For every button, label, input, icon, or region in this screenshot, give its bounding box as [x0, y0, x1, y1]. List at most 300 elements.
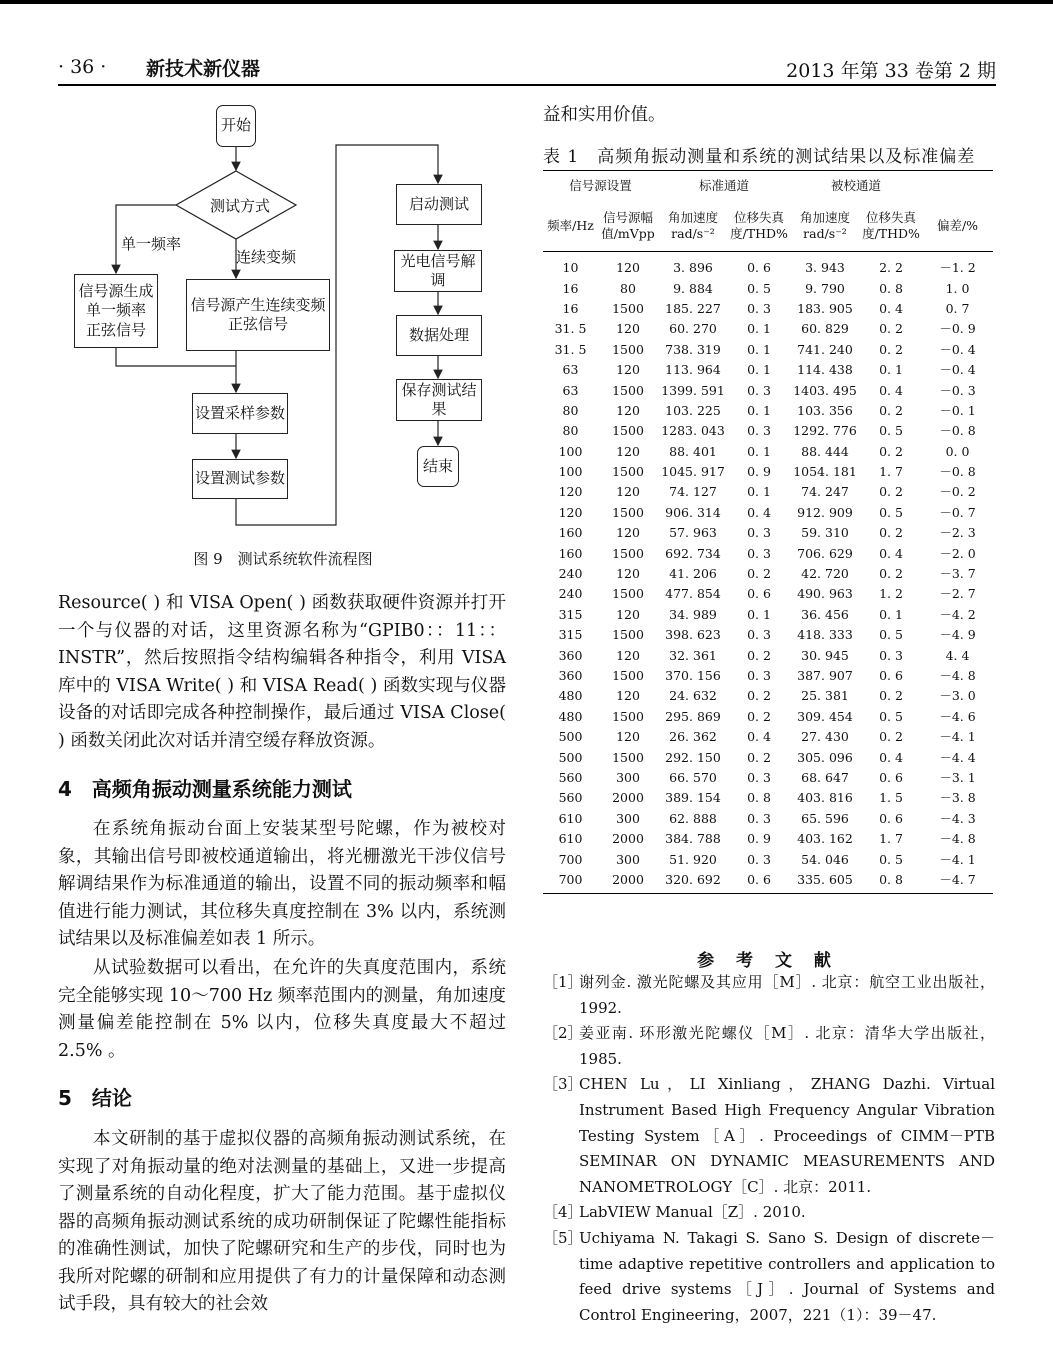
- table-cell: 610: [558, 831, 583, 847]
- table-cell: 63: [562, 382, 579, 398]
- table-cell: 560: [558, 790, 583, 806]
- reference-text: 姜亚南. 环形激光陀螺仪［M］. 北京：清华大学出版社，1985.: [579, 1024, 995, 1068]
- reference-text: LabVIEW Manual［Z］. 2010.: [579, 1203, 806, 1222]
- table-cell: 912. 909: [797, 504, 853, 520]
- table-row: [543, 482, 993, 502]
- table-row: [543, 564, 993, 584]
- table-row: [543, 829, 993, 849]
- table-cell: 185. 227: [665, 300, 721, 316]
- reference-item: [543, 1226, 995, 1328]
- table-cell: 1500: [612, 627, 644, 643]
- table-cell: 100: [558, 464, 583, 480]
- table-row: [543, 870, 993, 894]
- table-cell: 1500: [612, 423, 644, 439]
- reference-number: ［4］: [543, 1203, 583, 1222]
- table-cell: 120: [558, 484, 583, 500]
- table-cell: 0. 4: [747, 729, 771, 745]
- table-cell: 3. 943: [805, 260, 845, 276]
- references-list: [543, 970, 995, 1328]
- table-cell: －2. 3: [939, 525, 976, 541]
- table-cell: 315: [558, 627, 583, 643]
- table-cell: 1500: [612, 341, 644, 357]
- table-row: [543, 809, 993, 829]
- table-cell: 240: [558, 586, 583, 602]
- column-header: 信号源幅值/mVpp: [601, 210, 655, 241]
- table-row: [543, 421, 993, 441]
- table-cell: 113. 964: [665, 362, 721, 378]
- table-cell: －4. 4: [939, 749, 976, 765]
- set-test-params-box: 设置测试参数: [192, 459, 288, 499]
- table-cell: 26. 362: [669, 729, 717, 745]
- header-rule: [58, 84, 996, 86]
- table-cell: 0. 3: [747, 668, 771, 683]
- table-cell: 0. 8: [879, 871, 903, 887]
- table-cell: 88. 444: [801, 443, 849, 459]
- table-cell: 477. 854: [665, 586, 721, 602]
- table-cell: 0. 3: [747, 300, 771, 316]
- table-cell: 360: [558, 668, 583, 683]
- table-cell: －0. 8: [939, 464, 976, 480]
- results-table: [543, 170, 993, 894]
- journal-name: 新技术新仪器: [146, 58, 261, 80]
- table-cell: －4. 9: [939, 627, 976, 643]
- table-cell: 0. 3: [747, 382, 771, 398]
- table-cell: －4. 8: [939, 831, 976, 847]
- table-cell: 120: [616, 525, 640, 541]
- table-cell: 610: [558, 810, 583, 826]
- table-cell: 0. 2: [747, 647, 771, 663]
- table-cell: 1500: [612, 586, 644, 602]
- table-cell: －0. 1: [939, 402, 976, 418]
- table-cell: 0. 5: [879, 504, 903, 520]
- reference-item: [543, 1200, 995, 1226]
- table-cell: 1500: [612, 708, 644, 724]
- table-cell: 183. 905: [797, 300, 853, 316]
- set-sampling-box: 设置采样参数: [192, 393, 288, 434]
- table-cell: 0. 5: [879, 708, 903, 724]
- start-node: 开始: [216, 105, 256, 147]
- table-row: [543, 666, 993, 686]
- table-cell: －4. 7: [939, 871, 976, 887]
- paragraph-conclusion: 本文研制的基于虚拟仪器的高频角振动测试系统，在实现了对角振动量的绝对法测量的基础上，又进一步提高了测量系统的自动化程度，扩大了能力范围。基于虚拟仪器的高频角振动测试系统的成功研制保证了陀螺性能指标的准确性测试，加快了陀螺研究和生产的步伐，同时也为我所对陀螺的研制和应用提供了有力的计量保障和动态测试手段，具有较大的社会效: [58, 1129, 506, 1314]
- table-row: [543, 768, 993, 788]
- table-cell: 0. 8: [747, 790, 771, 806]
- demodulation-box: 光电信号解调: [394, 250, 482, 292]
- table-cell: －4. 6: [939, 708, 976, 724]
- table-cell: 1500: [612, 300, 644, 316]
- table-cell: 2. 2: [879, 260, 903, 276]
- table-cell: 0. 3: [747, 627, 771, 643]
- table-cell: 30. 945: [801, 647, 849, 663]
- table-cell: 0. 3: [747, 769, 771, 785]
- table-cell: 74. 127: [669, 484, 717, 500]
- table-row: [543, 625, 993, 645]
- table-cell: 0. 1: [747, 443, 771, 459]
- table-cell: 25. 381: [801, 688, 849, 704]
- table-cell: －3. 7: [939, 566, 976, 582]
- reference-item: [543, 1021, 995, 1072]
- table-cell: 60. 829: [801, 321, 849, 337]
- table-cell: 692. 734: [665, 545, 721, 561]
- table-cell: －1. 2: [939, 260, 976, 276]
- table-row: [543, 645, 993, 665]
- table-cell: 16: [562, 280, 579, 296]
- table-cell: 0. 2: [747, 566, 771, 582]
- table-cell: 0. 3: [747, 810, 771, 826]
- table-cell: 0. 6: [879, 810, 903, 826]
- table-cell: 398. 623: [665, 627, 721, 643]
- table-cell: 1. 2: [879, 586, 903, 602]
- table-cell: 0. 6: [879, 668, 903, 683]
- table-cell: 0. 2: [879, 402, 903, 418]
- table-cell: 0. 2: [879, 341, 903, 357]
- table-cell: 403. 162: [797, 831, 853, 847]
- table-cell: 1. 0: [945, 280, 970, 296]
- top-border: [0, 0, 1053, 4]
- table-cell: 490. 963: [797, 586, 853, 602]
- reference-number: ［2］: [543, 1024, 583, 1043]
- table-cell: 41. 206: [669, 566, 717, 582]
- table-row: [543, 707, 993, 727]
- table-cell: 0. 1: [747, 321, 771, 337]
- table-cell: 480: [558, 708, 583, 724]
- table-cell: 0. 6: [747, 260, 771, 276]
- table-cell: 320. 692: [665, 871, 721, 887]
- table-cell: 120: [616, 606, 640, 622]
- table-cell: 0. 4: [879, 749, 903, 765]
- table-cell: －3. 8: [939, 790, 976, 806]
- paragraph-analysis: 从试验数据可以看出，在允许的失真度范围内，系统完全能够实现 10～700 Hz 频率范围内的测量，角加速度测量偏差能控制在 5% 以内，位移失真度最大不超过 2.5% 。: [58, 958, 506, 1061]
- table-row: [543, 380, 993, 400]
- table-cell: 1. 5: [879, 790, 903, 806]
- branch-continuous-label: 连续变频: [236, 248, 297, 266]
- table-cell: 0. 1: [879, 606, 903, 622]
- table-row: [543, 278, 993, 298]
- column-header: 位移失真度/THD%: [730, 210, 788, 241]
- table-cell: 389. 154: [665, 790, 721, 806]
- table-cell: 403. 816: [797, 790, 853, 806]
- table-cell: 360: [558, 647, 583, 663]
- table-cell: 0. 1: [747, 341, 771, 357]
- table-cell: －3. 0: [939, 688, 976, 704]
- table-row: [543, 747, 993, 767]
- table-cell: －4. 3: [939, 810, 976, 826]
- reference-number: ［5］: [543, 1228, 583, 1247]
- table-cell: 300: [616, 769, 640, 785]
- table-body: [543, 252, 993, 894]
- table-cell: 1. 7: [879, 831, 903, 847]
- table-cell: 0. 5: [879, 423, 903, 439]
- data-processing-box: 数据处理: [396, 315, 482, 356]
- table-cell: 62. 888: [669, 810, 717, 826]
- table-row: [543, 252, 993, 279]
- table-cell: 42. 720: [801, 566, 849, 582]
- column-header: 偏差/%: [936, 218, 979, 233]
- table-cell: 57. 963: [669, 525, 717, 541]
- table-cell: 0. 6: [879, 769, 903, 785]
- table-cell: 103. 225: [665, 402, 721, 418]
- table-cell: 700: [558, 871, 583, 887]
- table-cell: 160: [558, 545, 583, 561]
- group-header: 标准通道: [698, 178, 749, 193]
- table-row: [543, 788, 993, 808]
- continuous-sweep-box: 信号源产生连续变频 正弦信号: [186, 279, 330, 351]
- table-cell: 0. 3: [879, 647, 903, 663]
- table-cell: 31. 5: [554, 341, 587, 357]
- table-cell: 80: [620, 280, 636, 296]
- table-cell: 370. 156: [665, 668, 721, 683]
- table-cell: 0. 5: [879, 851, 903, 867]
- table-cell: 300: [616, 810, 640, 826]
- table-cell: 0. 1: [747, 402, 771, 418]
- table-cell: 738. 319: [665, 341, 721, 357]
- table-row: [543, 442, 993, 462]
- table-cell: 88. 401: [669, 443, 717, 459]
- table-cell: 0. 2: [879, 566, 903, 582]
- reference-text: 谢列金. 激光陀螺及其应用［M］. 北京：航空工业出版社，1992.: [579, 973, 995, 1017]
- paragraph-visa: Resource( ) 和 VISA Open( ) 函数获取硬件资源并打开一个与仪器的对话，这里资源名称为“GPIB0：：11：：INSTR”，然后按照指令结构编辑各种指令，利用 VISA 库中的 VISA Write( ) 和 VISA Read( ) 函数实现与仪器设备的对话即完成各种控制操作，最后通过 VISA Close( ) 函数关闭此次对话并清空缓存释放资源。: [58, 593, 506, 751]
- table-cell: 0. 4: [879, 545, 903, 561]
- table-cell: 335. 605: [797, 871, 853, 887]
- table-row: [543, 584, 993, 604]
- table-cell: －2. 7: [939, 586, 976, 602]
- table-cell: 103. 356: [797, 402, 853, 418]
- issue-info: 2013 年第 33 卷第 2 期: [786, 60, 996, 82]
- table-cell: 1500: [612, 464, 644, 480]
- table-cell: 1500: [612, 668, 644, 683]
- table-cell: 0. 5: [747, 280, 771, 296]
- table-cell: －0. 9: [939, 321, 976, 337]
- table-cell: 500: [558, 749, 583, 765]
- table-cell: 1. 7: [879, 464, 903, 480]
- table-cell: －4. 8: [939, 668, 976, 683]
- table-cell: 0. 2: [879, 321, 903, 337]
- table-cell: 36. 456: [801, 606, 849, 622]
- table-cell: 59. 310: [801, 525, 849, 541]
- table-cell: －0. 4: [939, 362, 976, 378]
- decision-test-mode: 测试方式: [210, 197, 271, 215]
- reference-text: Uchiyama N. Takagi S. Sano S. Design of discrete－time adaptive repetitive controllers and application to feed drive systems［J］. Journal of Systems and Control Engineering，2007，221（1）：39－47.: [579, 1228, 995, 1324]
- table-cell: －0. 2: [939, 484, 976, 500]
- running-header: [58, 54, 996, 84]
- table-cell: 0. 2: [879, 729, 903, 745]
- table-cell: 160: [558, 525, 583, 541]
- table-cell: 0. 2: [879, 525, 903, 541]
- reference-text: CHEN Lu，LI Xinliang，ZHANG Dazhi. Virtual Instrument Based High Frequency Angular Vibration Testing System［A］. Proceedings of CIMM－PTB SEMINAR ON DYNAMIC MEASUREMENTS AND NANOMETROLOGY［C］. 北京：2011.: [579, 1075, 995, 1196]
- table-cell: 100: [558, 443, 583, 459]
- table-cell: －3. 1: [939, 769, 976, 785]
- table-cell: 706. 629: [797, 545, 853, 561]
- table-cell: 1403. 495: [793, 382, 857, 398]
- figure-caption: 图 9 测试系统软件流程图: [193, 550, 373, 568]
- column-header: 位移失真度/THD%: [862, 210, 920, 241]
- table-row: [543, 340, 993, 360]
- table-cell: 16: [562, 300, 579, 316]
- table-cell: 480: [558, 688, 583, 704]
- table-row: [543, 299, 993, 319]
- start-test-box: 启动测试: [396, 184, 482, 225]
- table-cell: 1500: [612, 545, 644, 561]
- table-cell: 0. 5: [879, 627, 903, 643]
- table-cell: 240: [558, 566, 583, 582]
- save-results-box: 保存测试结果: [396, 379, 482, 421]
- references-title: 参 考 文 献: [697, 951, 839, 971]
- table-cell: 300: [616, 851, 640, 867]
- table-cell: 24. 632: [669, 688, 717, 704]
- table-row: [543, 523, 993, 543]
- table-cell: 80: [562, 402, 579, 418]
- table-cell: 0. 3: [747, 545, 771, 561]
- column-header: 角加速度 rad/s⁻²: [667, 210, 718, 241]
- table-cell: 120: [616, 484, 640, 500]
- table-cell: 0. 3: [747, 525, 771, 541]
- table-cell: 741. 240: [797, 341, 853, 357]
- table-cell: 1500: [612, 749, 644, 765]
- table-cell: 315: [558, 606, 583, 622]
- table-cell: 418. 333: [797, 627, 853, 643]
- table-cell: 0. 6: [747, 871, 771, 887]
- table-cell: 68. 647: [801, 769, 849, 785]
- table-cell: －0. 3: [939, 382, 976, 398]
- table-cell: 60. 270: [669, 321, 717, 337]
- single-frequency-box: 信号源生成 单一频率 正弦信号: [74, 274, 158, 348]
- table-cell: 0. 1: [747, 484, 771, 500]
- table-cell: 700: [558, 851, 583, 867]
- table-cell: 63: [562, 362, 579, 378]
- table-cell: 120: [616, 729, 640, 745]
- table-cell: 0. 2: [747, 708, 771, 724]
- table-cell: －4. 1: [939, 851, 976, 867]
- table-cell: －0. 4: [939, 341, 976, 357]
- table-cell: 0. 1: [747, 606, 771, 622]
- table-cell: 0. 0: [945, 443, 970, 459]
- group-header: 被校通道: [830, 178, 881, 193]
- group-header: 信号源设置: [569, 178, 632, 193]
- table-cell: 309. 454: [797, 708, 853, 724]
- table-cell: 0. 9: [747, 831, 771, 847]
- table-cell: 292. 150: [665, 749, 721, 765]
- table-cell: 1500: [612, 504, 644, 520]
- table-cell: 51. 920: [669, 851, 717, 867]
- table-cell: 120: [616, 260, 640, 276]
- table-cell: －4. 1: [939, 729, 976, 745]
- table-cell: 31. 5: [554, 321, 587, 337]
- table-cell: 384. 788: [665, 831, 721, 847]
- table-cell: 1283. 043: [661, 423, 725, 439]
- group-header-blank: [922, 171, 993, 202]
- table-row: [543, 319, 993, 339]
- table-cell: 1054. 181: [793, 464, 857, 480]
- table-row: [543, 605, 993, 625]
- table-cell: 2000: [612, 871, 644, 887]
- table-cell: 32. 361: [669, 647, 717, 663]
- column-header: 频率/Hz: [547, 218, 594, 233]
- table-cell: 2000: [612, 831, 644, 847]
- table-cell: －0. 7: [939, 504, 976, 520]
- branch-single-label: 单一频率: [121, 235, 182, 253]
- table-cell: 0. 3: [747, 423, 771, 439]
- reference-number: ［3］: [543, 1075, 583, 1094]
- section-4-heading: 4 高频角振动测量系统能力测试: [58, 777, 352, 801]
- table-row: [543, 543, 993, 563]
- table-cell: 65. 596: [801, 810, 849, 826]
- table-cell: 0. 8: [879, 280, 903, 296]
- reference-item: [543, 970, 995, 1021]
- table-cell: －2. 0: [939, 545, 976, 561]
- table-cell: 0. 4: [747, 504, 771, 520]
- table-cell: 1292. 776: [793, 423, 857, 439]
- table-cell: 34. 989: [669, 606, 717, 622]
- table-row: [543, 401, 993, 421]
- table-cell: 120: [558, 504, 583, 520]
- table-cell: －0. 8: [939, 423, 976, 439]
- table-cell: 0. 2: [879, 484, 903, 500]
- table-cell: 560: [558, 769, 583, 785]
- table-cell: 0. 9: [747, 464, 771, 480]
- table-cell: 0. 1: [879, 362, 903, 378]
- continued-text: 益和实用价值。: [543, 105, 666, 125]
- table-cell: 1045. 917: [661, 464, 725, 480]
- reference-number: ［1］: [543, 973, 583, 991]
- table-cell: 0. 2: [747, 688, 771, 704]
- table-cell: 906. 314: [665, 504, 721, 520]
- flowchart: [58, 95, 508, 535]
- table-cell: 1399. 591: [661, 382, 725, 398]
- table-cell: 0. 2: [879, 443, 903, 459]
- table-cell: 3. 896: [673, 260, 713, 276]
- table-cell: 4. 4: [945, 647, 970, 663]
- reference-item: [543, 1072, 995, 1200]
- table-cell: 10: [562, 260, 579, 276]
- table-cell: 120: [616, 566, 640, 582]
- table-cell: 80: [562, 423, 579, 439]
- table-row: [543, 727, 993, 747]
- table-cell: 0. 3: [747, 851, 771, 867]
- table-cell: 114. 438: [797, 362, 853, 378]
- table-cell: 0. 1: [747, 362, 771, 378]
- table-cell: 0. 2: [747, 749, 771, 765]
- table-row: [543, 503, 993, 523]
- table-cell: 9. 884: [673, 280, 713, 296]
- table-cell: 0. 4: [879, 300, 903, 316]
- table-cell: 74. 247: [801, 484, 849, 500]
- table-cell: 54. 046: [801, 851, 849, 867]
- table-row: [543, 849, 993, 869]
- paragraph-capability-test: 在系统角振动台面上安装某型号陀螺，作为被校对象，其输出信号即被校通道输出，将光栅激光干涉仪信号解调结果作为标准通道的输出，设置不同的振动频率和幅值进行能力测试，其位移失真度控制在 3% 以内，系统测试结果以及标准偏差如表 1 所示。: [58, 819, 506, 949]
- table-cell: －4. 2: [939, 606, 976, 622]
- table-row: [543, 686, 993, 706]
- end-node: 结束: [417, 446, 459, 487]
- table-row: [543, 360, 993, 380]
- section-5-heading: 5 结论: [58, 1086, 132, 1110]
- table-cell: 27. 430: [801, 729, 849, 745]
- table-cell: 120: [616, 688, 640, 704]
- column-header: 角加速度 rad/s⁻²: [799, 210, 850, 241]
- table-cell: 1500: [612, 382, 644, 398]
- table-cell: 0. 7: [945, 300, 970, 316]
- table-cell: 120: [616, 402, 640, 418]
- table-cell: 387. 907: [797, 668, 853, 683]
- page-number: · 36 ·: [58, 56, 107, 78]
- table-cell: 120: [616, 647, 640, 663]
- table-row: [543, 462, 993, 482]
- table-cell: 500: [558, 729, 583, 745]
- table-cell: 66. 570: [669, 769, 717, 785]
- table-cell: 0. 6: [747, 586, 771, 602]
- table-cell: 295. 869: [665, 708, 721, 724]
- table-cell: 120: [616, 362, 640, 378]
- table-cell: 120: [616, 321, 640, 337]
